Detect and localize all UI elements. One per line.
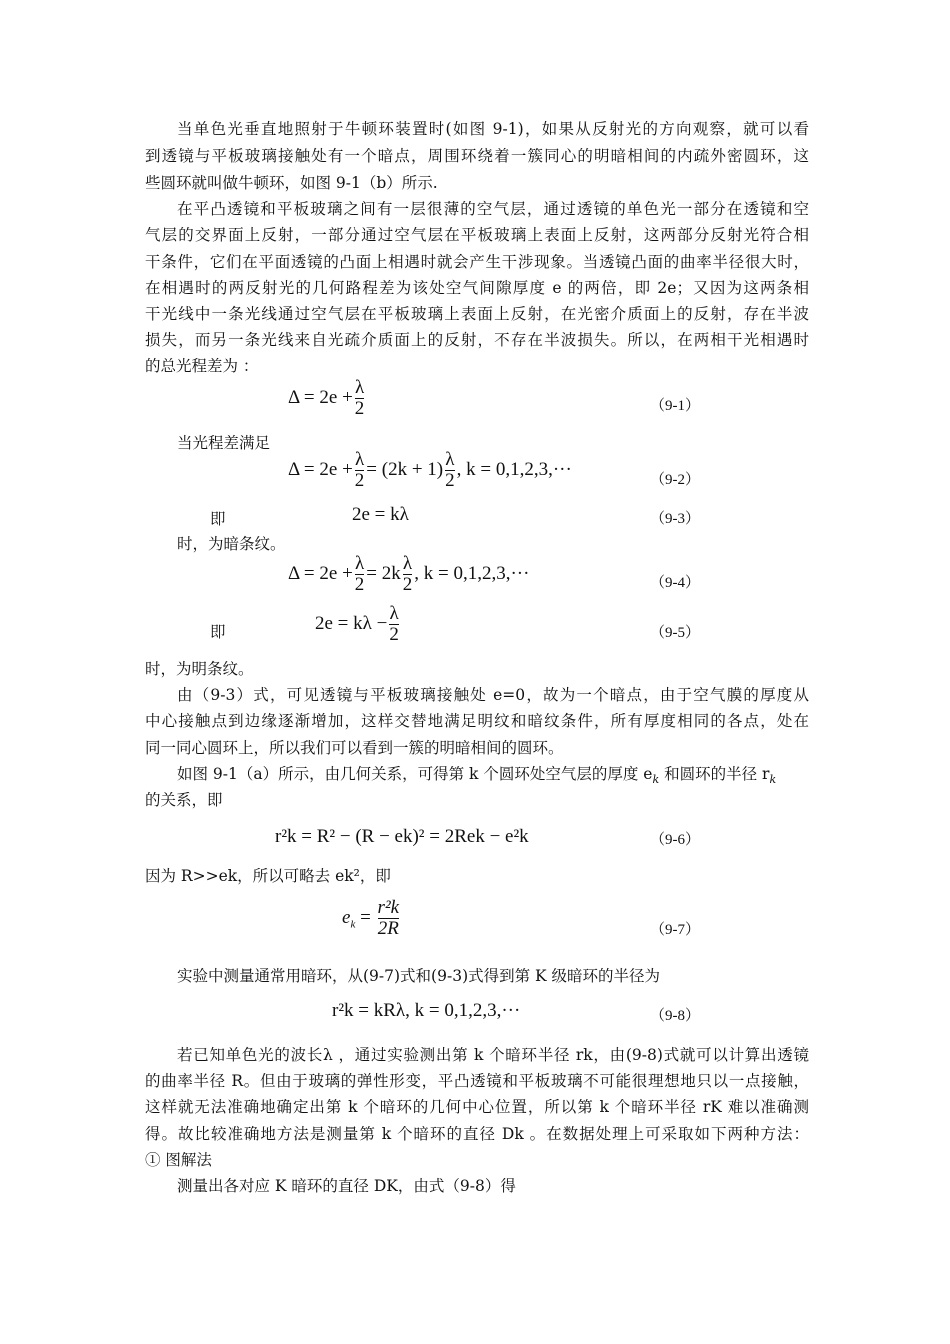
eq4-part-b: = 2k [366, 562, 401, 584]
eq1-den: 2 [354, 398, 365, 419]
eq4-den-1: 2 [354, 574, 365, 595]
p4-text-a: 如图 9-1（a）所示，由几何关系，可得第 k 个圆环处空气层的厚度 e [177, 765, 653, 783]
ji-label-1: 即 [210, 510, 226, 528]
equation-number-9-7: （9-7） [650, 922, 700, 938]
eq5-part-a: 2e = kλ − [315, 612, 388, 634]
p5-line-4: 得。故比较准确地方法是测量第 k 个暗环的直径 Dk 。在数据处理上可采取如下两种方法： [145, 1125, 809, 1143]
p5-line-2: 的曲率半径 R。但由于玻璃的弹性形变，平凸透镜和平板玻璃不可能很理想地只以一点接触， [145, 1072, 809, 1090]
ji-label-2: 即 [210, 623, 226, 641]
p1-line-1: 当单色光垂直地照射于牛顿环装置时(如图 9-1)，如果从反射光的方向观察，就可以看 [177, 120, 809, 138]
eq5-num: λ [389, 603, 399, 624]
method-1-title: ① 图解法 [145, 1151, 212, 1169]
text-dark-fringe: 时，为暗条纹。 [177, 535, 286, 553]
eq7-equals: = [360, 906, 371, 928]
equation-number-9-4: （9-4） [650, 575, 700, 591]
eq1-lhs: Δ = 2e + [288, 386, 353, 408]
p1-line-3: 些圆环就叫做牛顿环，如图 9-1（b）所示. [145, 174, 438, 192]
eq5-fraction [389, 604, 399, 645]
eq2-part-c: , k = 0,1,2,3,··· [456, 458, 572, 480]
equation-number-9-6: （9-6） [650, 832, 700, 848]
eq2-num-1: λ [354, 449, 365, 470]
eq2-den-2: 2 [445, 470, 455, 491]
equation-9-4 [288, 554, 529, 595]
text-experiment: 实验中测量通常用暗环，从(9-7)式和(9-3)式得到第 K 级暗环的半径为 [177, 967, 661, 985]
eq2-part-b: = (2k + 1) [366, 458, 444, 480]
equation-9-7 [342, 898, 401, 939]
eq7-sub: k [350, 918, 356, 931]
equation-number-9-3: （9-3） [650, 511, 700, 527]
equation-9-8: r²k = kRλ, k = 0,1,2,3,··· [332, 1000, 521, 1021]
eq2-part-a: Δ = 2e + [288, 458, 353, 480]
text-when: 当光程差满足 [177, 434, 271, 452]
equation-number-9-1: （9-1） [650, 398, 700, 414]
eq4-part-c: , k = 0,1,2,3,··· [414, 562, 530, 584]
eq7-fraction [378, 898, 400, 939]
eq4-fraction-2 [403, 554, 413, 595]
eq1-fraction [355, 378, 365, 419]
p2-line-2: 气层的交界面上反射，一部分通过空气层在平板玻璃上表面上反射，这两部分反射光符合相 [145, 226, 809, 244]
p4-text-b: 和圆环的半径 r [664, 765, 770, 783]
eq4-num-2: λ [402, 553, 413, 574]
eq5-den: 2 [389, 624, 399, 645]
p4-line-2: 的关系，即 [145, 791, 223, 809]
p5-line-1: 若已知单色光的波长λ ，通过实验测出第 k 个暗环半径 rk，由(9-8)式就可以计算出透镜 [177, 1046, 809, 1064]
equation-number-9-2: （9-2） [650, 472, 700, 488]
equation-9-2 [288, 450, 572, 491]
text-because: 因为 R>>ek，所以可略去 ek²，即 [145, 867, 391, 885]
text-bright-fringe: 时，为明条纹。 [145, 660, 254, 678]
p2-line-4: 在相遇时的两反射光的几何路程差为该处空气间隙厚度 e 的两倍，即 2e；又因为这两条相 [145, 279, 809, 297]
p2-line-3: 干条件，它们在平面透镜的凸面上相遇时就会产生干涉现象。当透镜凸面的曲率半径很大时， [145, 253, 809, 271]
equation-9-3: 2e = kλ [352, 504, 409, 525]
p3-line-1: 由（9-3）式，可见透镜与平板玻璃接触处 e=0，故为一个暗点，由于空气膜的厚度从 [177, 686, 809, 704]
p3-line-3: 同一同心圆环上，所以我们可以看到一簇的明暗相间的圆环。 [145, 739, 564, 757]
eq7-den: 2R [377, 918, 399, 939]
eq4-den-2: 2 [402, 574, 413, 595]
eq2-fraction-1 [355, 450, 365, 491]
eq2-den-1: 2 [354, 470, 365, 491]
equation-9-1 [288, 378, 366, 419]
p2-line-7: 的总光程差为 ： [145, 357, 259, 375]
eq7-num: r²k [377, 897, 400, 918]
eq4-fraction-1 [355, 554, 365, 595]
p2-line-6: 损失，而另一条光线来自光疏介质面上的反射，不存在半波损失。所以，在两相干光相遇时 [145, 331, 809, 349]
p1-line-2: 到透镜与平板玻璃接触处有一个暗点，周围环绕着一簇同心的明暗相间的内疏外密圆环，这 [145, 147, 809, 165]
p2-line-5: 干光线中一条光线通过空气层在平板玻璃上表面上反射，在光密介质面上的反射，存在半波 [145, 305, 809, 323]
p4-line-1: 如图 9-1（a）所示，由几何关系，可得第 k 个圆环处空气层的厚度 $e_k$ 和圆环的半径 $r_k$ [177, 765, 777, 787]
eq4-part-a: Δ = 2e + [288, 562, 353, 584]
equation-number-9-8: （9-8） [650, 1008, 700, 1024]
p2-line-1: 在平凸透镜和平板玻璃之间有一层很薄的空气层，通过透镜的单色光一部分在透镜和空 [177, 200, 809, 218]
p3-line-2: 中心接触点到边缘逐渐增加，这样交替地满足明纹和暗纹条件，所有厚度相同的各点，处在 [145, 712, 809, 730]
equation-9-5 [315, 604, 401, 645]
text-measure: 测量出各对应 K 暗环的直径 DK，由式（9-8）得 [177, 1177, 516, 1195]
eq4-num-1: λ [354, 553, 365, 574]
eq2-fraction-2 [445, 450, 455, 491]
p5-line-3: 这样就无法准确地确定出第 k 个暗环的几何中心位置，所以第 k 个暗环半径 rK 难以准确测 [145, 1098, 809, 1116]
equation-9-6: r²k = R² − (R − ek)² = 2Rek − e²k [275, 826, 529, 847]
eq1-num: λ [354, 377, 365, 398]
equation-number-9-5: （9-5） [650, 625, 700, 641]
eq2-num-2: λ [445, 449, 455, 470]
eq7-lhs: e [342, 906, 351, 928]
